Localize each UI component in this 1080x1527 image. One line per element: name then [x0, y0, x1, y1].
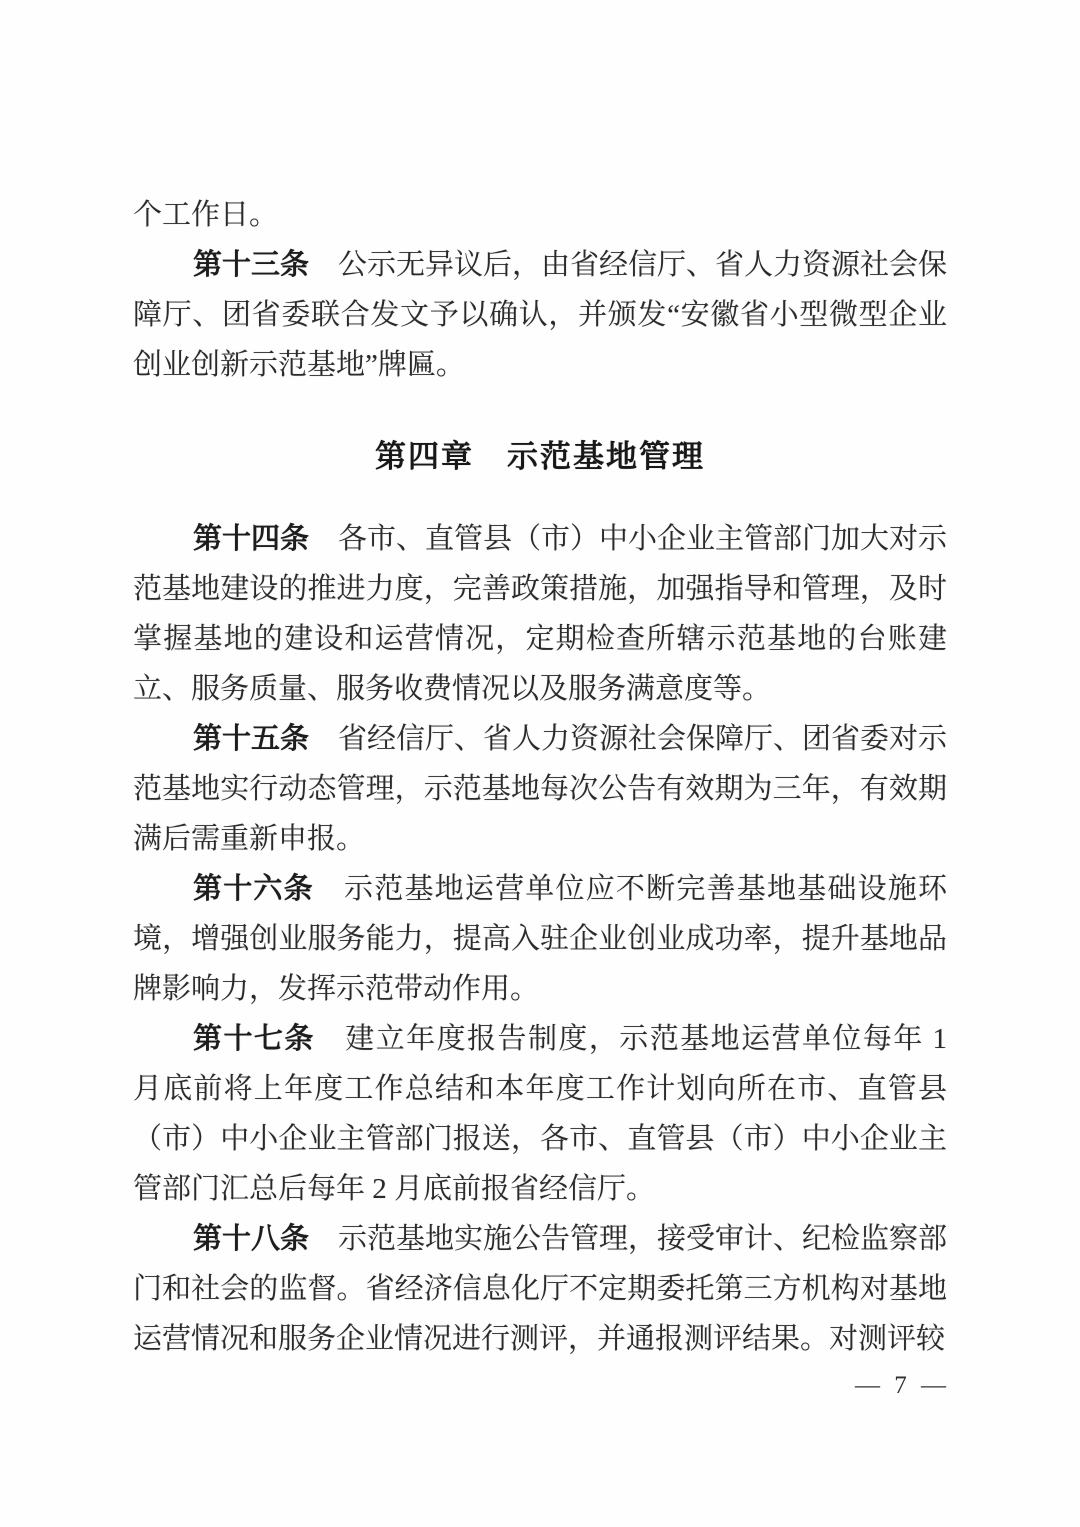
text-line: 牌影响力，发挥示范带动作用。	[133, 973, 540, 1005]
article-number: 第十七条	[193, 1023, 315, 1055]
page-footer	[855, 1368, 950, 1404]
text-line: 立、服务质量、服务收费情况以及服务满意度等。	[133, 673, 772, 705]
text-line: 满后需重新申报。	[133, 823, 366, 855]
article-number: 第十八条	[193, 1223, 310, 1255]
chapter-heading: 第四章 示范基地管理	[375, 439, 705, 474]
text-line: 门和社会的监督。省经济信息化厅不定期委托第三方机构对基地	[133, 1273, 947, 1305]
article-number: 第十六条	[193, 873, 314, 905]
text-line: 第十三条 公示无异议后，由省经信厅、省人力资源社会保	[193, 249, 948, 281]
article-number: 第十五条	[193, 723, 310, 755]
text-line: 第十六条 示范基地运营单位应不断完善基地基础设施环	[193, 873, 947, 905]
text-line: （市）中小企业主管部门报送，各市、直管县（市）中小企业主	[133, 1123, 947, 1155]
text-line: 第十四条 各市、直管县（市）中小企业主管部门加大对示	[193, 523, 948, 555]
article-number: 第十三条	[193, 249, 310, 281]
text-line: 第十八条 示范基地实施公告管理，接受审计、纪检监察部	[193, 1223, 948, 1255]
page-number: — 7 —	[855, 1372, 950, 1399]
text-line: 掌握基地的建设和运营情况，定期检查所辖示范基地的台账建	[133, 623, 947, 655]
text-line: 月底前将上年度工作总结和本年度工作计划向所在市、直管县	[133, 1073, 947, 1105]
text-line: 第十七条 建立年度报告制度，示范基地运营单位每年 1	[193, 1023, 947, 1055]
text-line: 创业创新示范基地”牌匾。	[133, 349, 465, 381]
article-number: 第十四条	[193, 523, 310, 555]
text-line: 个工作日。	[133, 199, 279, 231]
text-line: 范基地实行动态管理，示范基地每次公告有效期为三年，有效期	[133, 773, 947, 805]
text-line: 境，增强创业服务能力，提高入驻企业创业成功率，提升基地品	[133, 923, 947, 955]
text-line: 管部门汇总后每年 2 月底前报省经信厅。	[133, 1173, 656, 1205]
text-line: 障厅、团省委联合发文予以确认，并颁发“安徽省小型微型企业	[133, 299, 947, 331]
document-content	[133, 190, 947, 1364]
text-line: 第十五条 省经信厅、省人力资源社会保障厅、团省委对示	[193, 723, 948, 755]
text-line: 运营情况和服务企业情况进行测评，并通报测评结果。对测评较	[133, 1323, 946, 1355]
text-line: 范基地建设的推进力度，完善政策措施，加强指导和管理，及时	[133, 573, 947, 605]
